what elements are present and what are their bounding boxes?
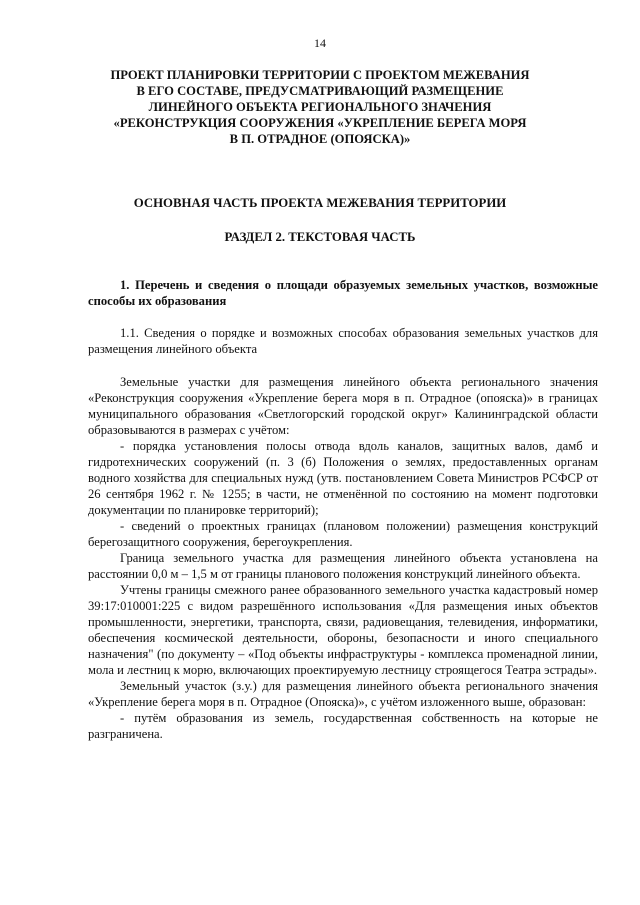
title-line: ПРОЕКТ ПЛАНИРОВКИ ТЕРРИТОРИИ С ПРОЕКТОМ МЕЖЕВАНИЯ	[110, 68, 530, 82]
paragraph: Земельные участки для размещения линейного объекта регионального значения «Реконструкция сооружения «Укрепление берега моря в п. Отрадное (опояска)» в границах муниципального образования «Светлогорский городской округ» Калининградской области образовываются в размерах с учётом:	[88, 375, 598, 437]
paragraph: Учтены границы смежного ранее образованного земельного участка кадастровый номер 39:17:010001:225 с видом разрешённого использования «Для размещения иных объектов промышленности, энергетики, транспорта, связи, радиовещания, телевидения, информатики, обеспечения космической деятельности, обороны, безопасности и иного специального назначения" (по документу – «Под объекты инфраструктуры - комплекса променадной линии, мола и лестниц к морю, включающих проектируемую лестницу строящегося Театра эстрады».	[88, 583, 598, 677]
paragraph: - сведений о проектных границах (плановом положении) размещения конструкций берегозащитного сооружения, берегоукрепления.	[88, 519, 598, 549]
document-body	[88, 277, 598, 742]
part-heading: ОСНОВНАЯ ЧАСТЬ ПРОЕКТА МЕЖЕВАНИЯ ТЕРРИТОРИИ	[133, 196, 507, 210]
section-heading: РАЗДЕЛ 2. ТЕКСТОВАЯ ЧАСТЬ	[224, 230, 416, 244]
paragraph: Земельный участок (з.у.) для размещения линейного объекта регионального значения «Укрепление берега моря в п. Отрадное (Опояска)», с учётом изложенного выше, образован:	[88, 679, 598, 709]
paragraph: - путём образования из земель, государственная собственность на которые не разграничена.	[88, 711, 598, 741]
paragraph: - порядка установления полосы отвода вдоль каналов, защитных валов, дамб и гидротехнических сооружений (п. 3 (б) Положения о землях, предоставленных органам водного хозяйства для специальных нужд (утв. постановлением Совета Министров РСФСР от 26 сентября 1962 г. № 1255; в части, не отменённой по состоянию на момент подготовки документации по планировке территорий);	[88, 439, 598, 517]
document-title	[60, 67, 580, 147]
paragraph: Граница земельного участка для размещения линейного объекта установлена на расстоянии 0,0 м – 1,5 м от границы планового положения конструкций линейного объекта.	[88, 551, 598, 581]
page-number: 14	[314, 36, 326, 50]
title-line: ЛИНЕЙНОГО ОБЪЕКТА РЕГИОНАЛЬНОГО ЗНАЧЕНИЯ	[148, 100, 492, 114]
title-line: В ЕГО СОСТАВЕ, ПРЕДУСМАТРИВАЮЩИЙ РАЗМЕЩЕНИЕ	[136, 84, 504, 98]
heading-1: 1. Перечень и сведения о площади образуемых земельных участков, возможные способы их образования	[88, 278, 598, 308]
title-line: «РЕКОНСТРУКЦИЯ СООРУЖЕНИЯ «УКРЕПЛЕНИЕ БЕРЕГА МОРЯ	[113, 116, 527, 130]
heading-1-1: 1.1. Сведения о порядке и возможных способах образования земельных участков для размещения линейного объекта	[88, 326, 598, 356]
title-line: В П. ОТРАДНОЕ (ОПОЯСКА)»	[229, 132, 411, 146]
